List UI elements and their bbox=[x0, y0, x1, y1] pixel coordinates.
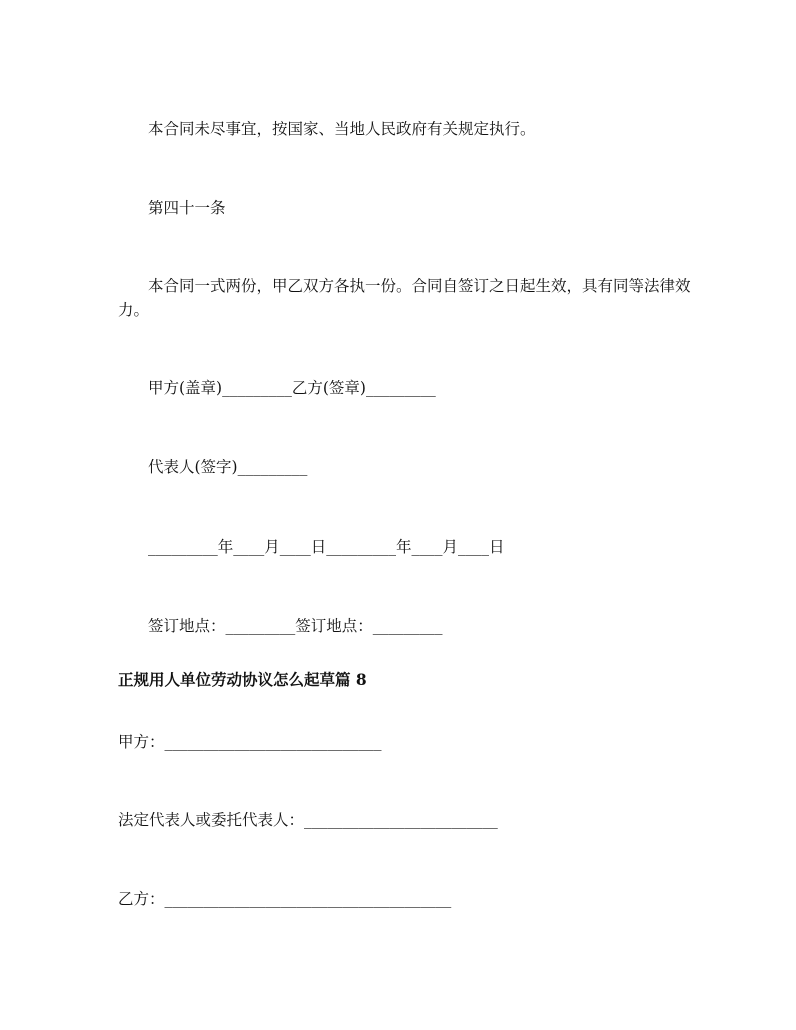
party-a-field: 甲方：____________________________ bbox=[118, 733, 382, 751]
signing-location-line: 签订地点：_________签订地点：_________ bbox=[148, 617, 443, 635]
section-heading: 正规用人单位劳动协议怎么起草篇 8 bbox=[118, 670, 367, 689]
clause-text-copies-effect: 本合同一式两份，甲乙双方各执一份。合同自签订之日起生效，具有同等法律效力。 bbox=[118, 277, 691, 319]
date-line: _________年____月____日_________年____月____日 bbox=[148, 538, 505, 556]
signature-line-representative: 代表人(签字)_________ bbox=[148, 458, 308, 476]
legal-representative-field: 法定代表人或委托代表人：_________________________ bbox=[118, 811, 498, 829]
clause-number-41: 第四十一条 bbox=[148, 199, 226, 217]
party-b-field: 乙方：_____________________________________ bbox=[118, 890, 452, 908]
signature-line-parties: 甲方(盖章)_________乙方(签章)_________ bbox=[148, 379, 436, 397]
clause-text-unfinished-matters: 本合同未尽事宜，按国家、当地人民政府有关规定执行。 bbox=[148, 120, 536, 138]
